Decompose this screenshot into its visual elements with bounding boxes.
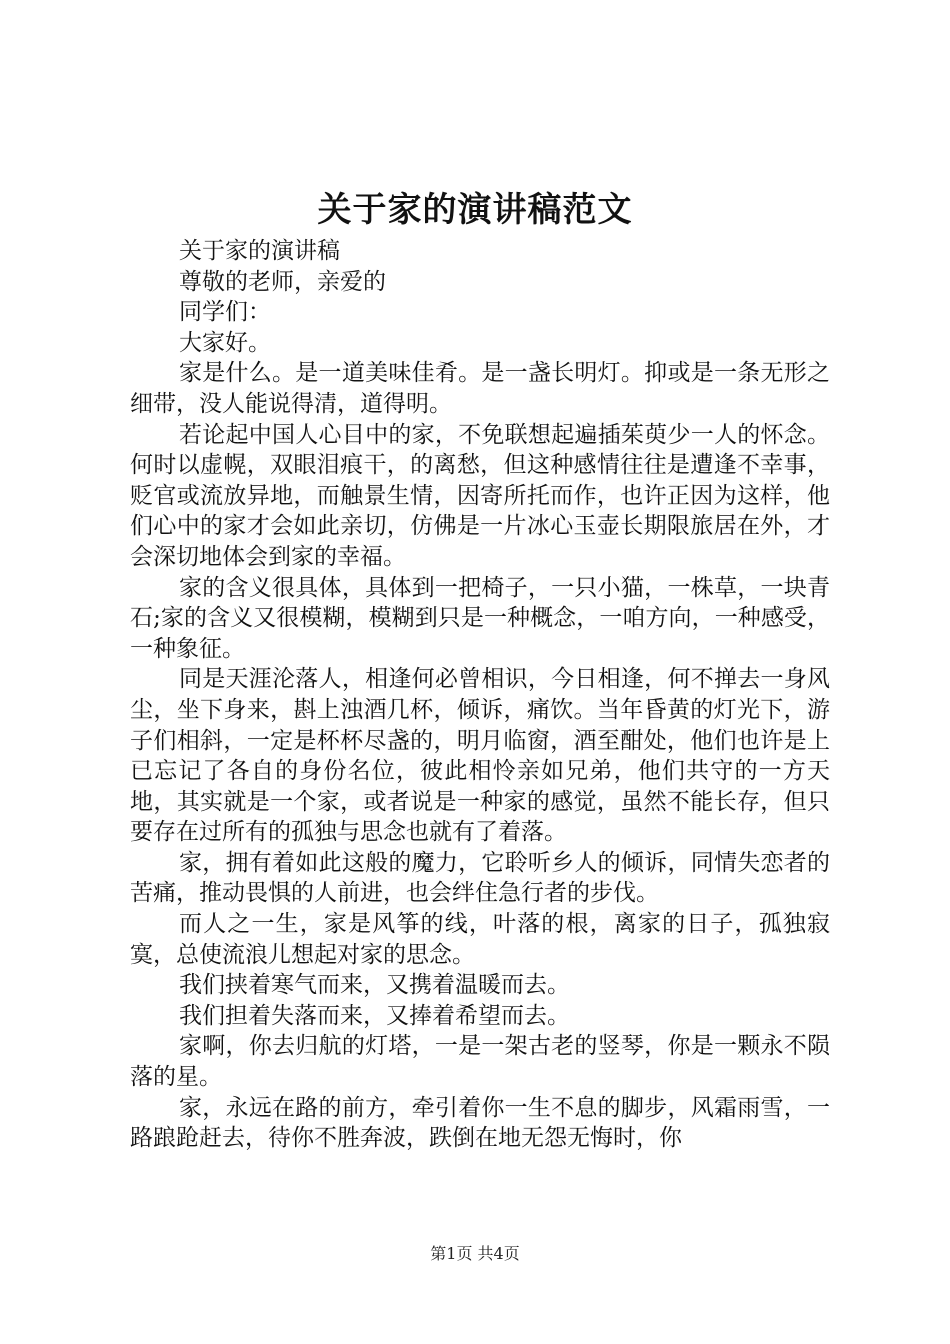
- document-body: [130, 236, 830, 1154]
- paragraph: 大家好。: [179, 329, 271, 356]
- paragraph: 而人之一生，家是风筝的线，叶落的根，离家的日子，孤独寂寞，总使流浪儿想起对家的思念。: [130, 911, 830, 968]
- paragraph: 家，永远在路的前方，牵引着你一生不息的脚步，风霜雨雪，一路踉跄赶去，待你不胜奔波，跌倒在地无怨无悔时，你: [130, 1094, 830, 1152]
- paragraph: 我们担着失落而来，又捧着希望而去。: [179, 1002, 570, 1029]
- paragraph: 家啊，你去归航的灯塔，一是一架古老的竖琴，你是一颗永不陨落的星。: [130, 1033, 830, 1091]
- paragraph: 我们挟着寒气而来，又携着温暖而去。: [179, 972, 570, 999]
- paragraph: 关于家的演讲稿: [179, 238, 340, 264]
- paragraph: 家，拥有着如此这般的魔力，它聆听乡人的倾诉，同情失恋者的苦痛，推动畏惧的人前进，也会绊住急行者的步伐。: [130, 849, 830, 907]
- paragraph: 家的含义很具体，具体到一把椅子，一只小猫，一株草，一块青石;家的含义又很模糊，模糊到只是一种概念，一咱方向，一种感受，一种象征。: [130, 574, 830, 662]
- paragraph: 同学们：: [179, 299, 271, 326]
- paragraph: 尊敬的老师，亲爱的: [179, 268, 386, 295]
- paragraph: 家是什么。是一道美味佳肴。是一盏长明灯。抑或是一条无形之细带，没人能说得清，道得明。: [130, 360, 830, 417]
- document-title: 关于家的演讲稿范文: [317, 190, 633, 230]
- paragraph: 若论起中国人心目中的家，不免联想起遍插茱萸少一人的怀念。何时以虚幌，双眼泪痕干，的离愁，但这种感情往往是遭逢不幸事，贬官或流放异地，而触景生情，因寄所托而作，也许正因为这样，他们心中的家才会如此亲切，仿佛是一片冰心玉壶长期限旅居在外，才会深切地体会到家的幸福。: [130, 421, 830, 570]
- paragraph: 同是天涯沦落人，相逢何必曾相识，今日相逢，何不掸去一身风尘，坐下身来，斟上浊酒几杯，倾诉，痛饮。当年昏黄的灯光下，游子们相斜，一定是杯杯尽盏的，明月临窗，酒至酣处，他们也许是上已忘记了各自的身份名位，彼此相怜亲如兄弟，他们共守的一方天地，其实就是一个家，或者说是一种家的感觉，虽然不能长存，但只要存在过所有的孤独与思念也就有了着落。: [130, 666, 830, 846]
- page-number-footer: 第1页 共4页: [430, 1244, 520, 1263]
